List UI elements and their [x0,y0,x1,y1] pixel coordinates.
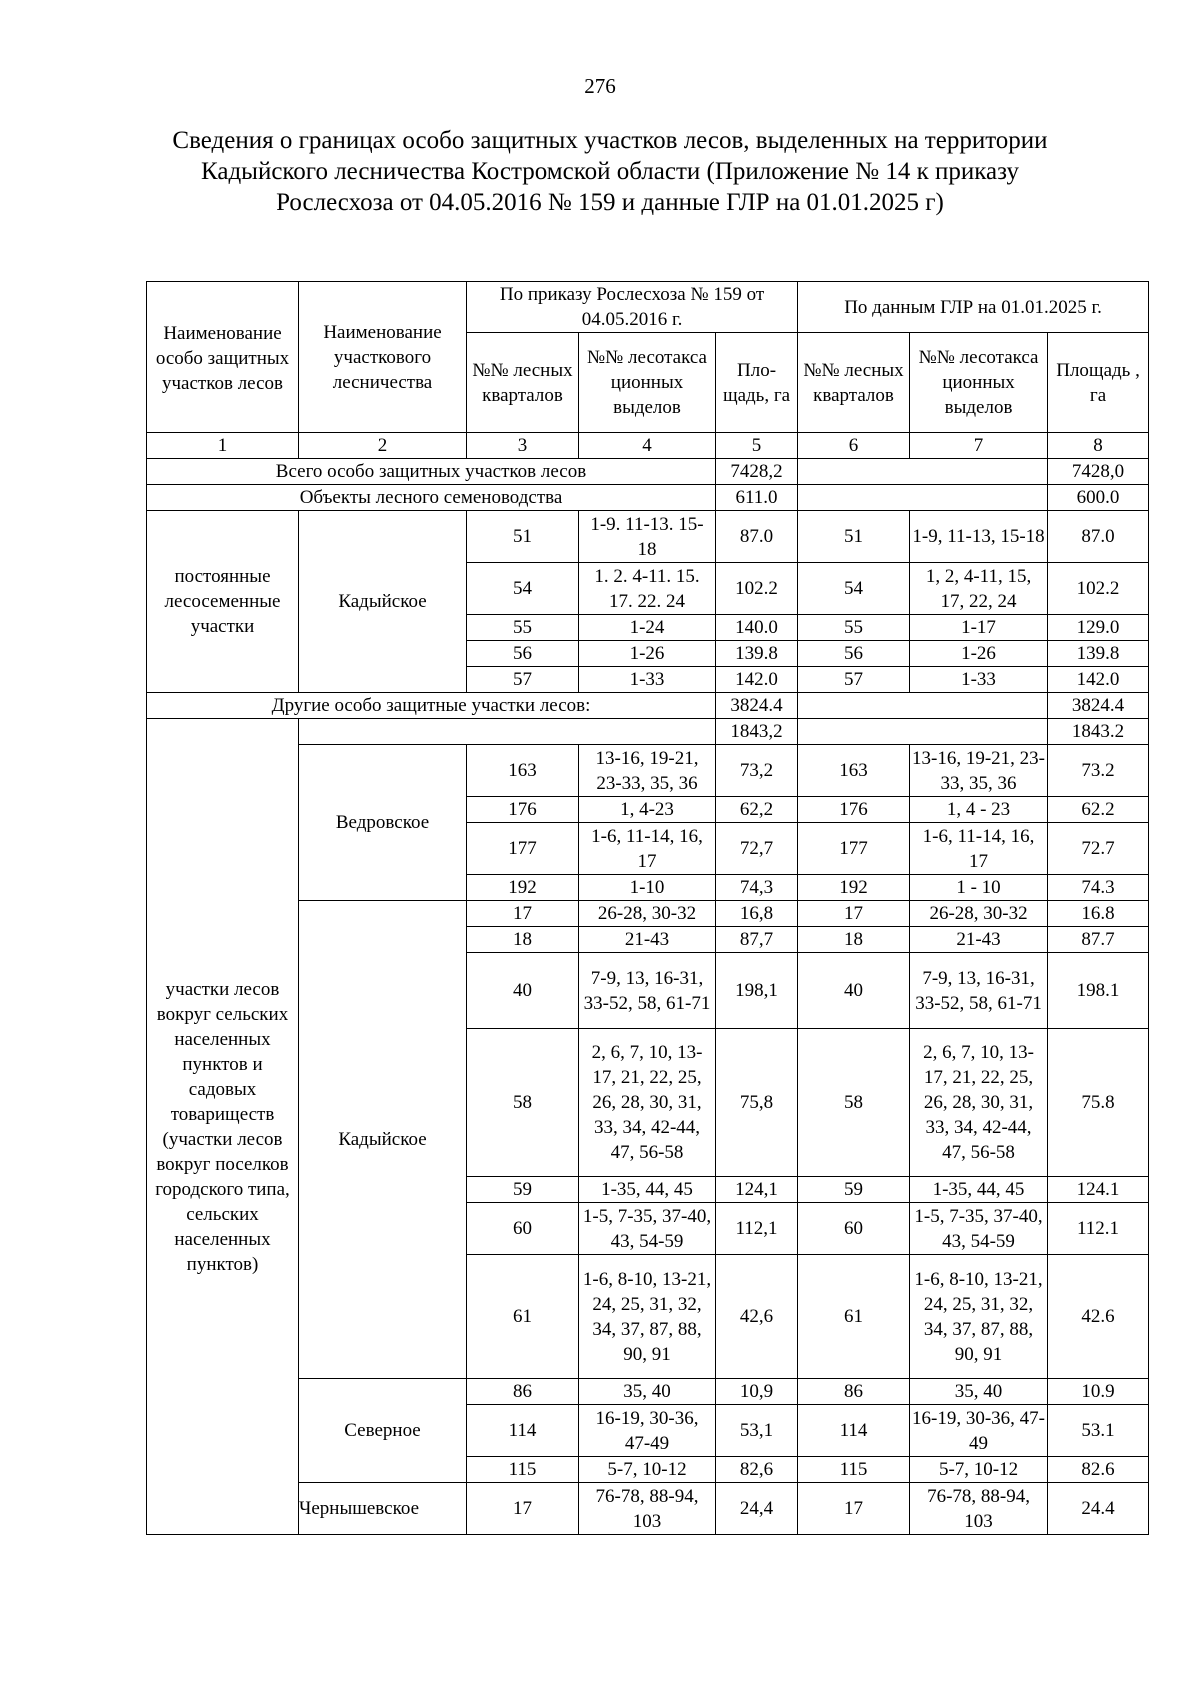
vyd-cell: 2, 6, 7, 10, 13-17, 21, 22, 25, 26, 28, 30, 31, 33, 34, 42-44, 47, 56-58 [579,1029,716,1177]
vyd-cell: 2, 6, 7, 10, 13-17, 21, 22, 25, 26, 28, 30, 31, 33, 34, 42-44, 47, 56-58 [910,1029,1048,1177]
forestry-cell: Северное [299,1379,467,1483]
vyd-cell: 1-35, 44, 45 [579,1177,716,1203]
vyd-cell: 76-78, 88-94, 103 [910,1483,1048,1535]
area-cell: 72.7 [1048,823,1149,875]
category-cell: участки лесов вокруг сельских населенных пунктов и садовых товариществ (участки лесов вокруг поселков городского типа, сельских населенных пунктов) [147,719,299,1535]
kv-cell: 56 [798,641,910,667]
vyd-cell: 13-16, 19-21, 23-33, 35, 36 [579,745,716,797]
vyd-cell: 1-9, 11-13, 15-18 [910,511,1048,563]
area-cell: 24,4 [716,1483,798,1535]
area-cell: 139.8 [1048,641,1149,667]
kv-cell: 60 [467,1203,579,1255]
header-cell: Пло- щадь, га [716,333,798,433]
subtotal-area-order: 1843,2 [716,719,798,745]
subtotal-area-glr: 1843.2 [1048,719,1149,745]
kv-cell: 17 [467,1483,579,1535]
area-cell: 102.2 [1048,563,1149,615]
vyd-cell: 1-26 [910,641,1048,667]
area-cell: 102.2 [716,563,798,615]
vyd-cell: 13-16, 19-21, 23-33, 35, 36 [910,745,1048,797]
column-number: 3 [467,433,579,459]
empty-cell [798,485,1048,511]
empty-cell [798,693,1048,719]
area-cell: 42.6 [1048,1255,1149,1379]
header-cell: Наименование особо защитных участков лесов [147,282,299,433]
empty-cell [798,719,1048,745]
forestry-cell: Чернышевское [299,1483,467,1535]
kv-cell: 114 [798,1405,910,1457]
area-cell: 73,2 [716,745,798,797]
kv-cell: 177 [467,823,579,875]
subtotal-row [147,719,1149,745]
kv-cell: 192 [467,875,579,901]
vyd-cell: 1, 4 - 23 [910,797,1048,823]
vyd-cell: 5-7, 10-12 [579,1457,716,1483]
category-cell: постоянные лесосеменные участки [147,511,299,693]
vyd-cell: 1-33 [910,667,1048,693]
kv-cell: 58 [798,1029,910,1177]
kv-cell: 176 [798,797,910,823]
area-cell: 198,1 [716,953,798,1029]
kv-cell: 61 [798,1255,910,1379]
seed-total-row [147,485,1149,511]
header-row [147,282,1149,333]
other-total-label: Другие особо защитные участки лесов: [147,693,716,719]
area-cell: 87.7 [1048,927,1149,953]
vyd-cell: 35, 40 [910,1379,1048,1405]
vyd-cell: 1-5, 7-35, 37-40, 43, 54-59 [579,1203,716,1255]
kv-cell: 115 [467,1457,579,1483]
vyd-cell: 76-78, 88-94, 103 [579,1483,716,1535]
total-area-glr: 7428,0 [1048,459,1149,485]
area-cell: 74.3 [1048,875,1149,901]
vyd-cell: 1-6, 8-10, 13-21, 24, 25, 31, 32, 34, 37, 87, 88, 90, 91 [910,1255,1048,1379]
vyd-cell: 1-5, 7-35, 37-40, 43, 54-59 [910,1203,1048,1255]
area-cell: 24.4 [1048,1483,1149,1535]
area-cell: 10,9 [716,1379,798,1405]
vyd-cell: 1-26 [579,641,716,667]
vyd-cell: 1 - 10 [910,875,1048,901]
header-cell: Площадь , га [1048,333,1149,433]
area-cell: 129.0 [1048,615,1149,641]
header-cell: №№ лесных кварталов [467,333,579,433]
kv-cell: 57 [798,667,910,693]
seed-total-label: Объекты лесного семеноводства [147,485,716,511]
kv-cell: 114 [467,1405,579,1457]
vyd-cell: 1-17 [910,615,1048,641]
vyd-cell: 7-9, 13, 16-31, 33-52, 58, 61-71 [910,953,1048,1029]
vyd-cell: 1. 2. 4-11. 15. 17. 22. 24 [579,563,716,615]
kv-cell: 57 [467,667,579,693]
column-number: 1 [147,433,299,459]
seed-area-order: 611.0 [716,485,798,511]
area-cell: 62.2 [1048,797,1149,823]
vyd-cell: 1, 4-23 [579,797,716,823]
header-cell: По приказу Рослесхоза № 159 от 04.05.2016 г. [467,282,798,333]
vyd-cell: 1-33 [579,667,716,693]
kv-cell: 18 [467,927,579,953]
column-number: 6 [798,433,910,459]
kv-cell: 58 [467,1029,579,1177]
header-cell: №№ лесных кварталов [798,333,910,433]
vyd-cell: 35, 40 [579,1379,716,1405]
area-cell: 53,1 [716,1405,798,1457]
kv-cell: 55 [798,615,910,641]
vyd-cell: 1-6, 11-14, 16, 17 [579,823,716,875]
kv-cell: 55 [467,615,579,641]
total-area-order: 7428,2 [716,459,798,485]
vyd-cell: 5-7, 10-12 [910,1457,1048,1483]
total-row [147,459,1149,485]
area-cell: 73.2 [1048,745,1149,797]
kv-cell: 51 [798,511,910,563]
header-cell: Наименование участкового лесничества [299,282,467,433]
kv-cell: 54 [467,563,579,615]
kv-cell: 40 [467,953,579,1029]
area-cell: 62,2 [716,797,798,823]
vyd-cell: 1-24 [579,615,716,641]
column-number: 4 [579,433,716,459]
empty-cell [798,459,1048,485]
table-row [147,511,1149,563]
area-cell: 140.0 [716,615,798,641]
vyd-cell: 7-9, 13, 16-31, 33-52, 58, 61-71 [579,953,716,1029]
vyd-cell: 1-6, 8-10, 13-21, 24, 25, 31, 32, 34, 37, 87, 88, 90, 91 [579,1255,716,1379]
area-cell: 198.1 [1048,953,1149,1029]
kv-cell: 17 [798,901,910,927]
other-total-row [147,693,1149,719]
kv-cell: 60 [798,1203,910,1255]
vyd-cell: 16-19, 30-36, 47-49 [910,1405,1048,1457]
area-cell: 75.8 [1048,1029,1149,1177]
kv-cell: 40 [798,953,910,1029]
area-cell: 75,8 [716,1029,798,1177]
kv-cell: 86 [798,1379,910,1405]
area-cell: 124,1 [716,1177,798,1203]
header-cell: №№ лесотакса ционных выделов [579,333,716,433]
document-title: Сведения о границах особо защитных участков лесов, выделенных на территории Кадыйского лесничества Костромской области (Приложение № 14 к приказу Рослесхоза от 04.05.2016 № 159 и данные ГЛР на 01.01.2025 г) [172,127,1048,216]
other-area-order: 3824.4 [716,693,798,719]
vyd-cell: 21-43 [579,927,716,953]
area-cell: 16.8 [1048,901,1149,927]
kv-cell: 17 [467,901,579,927]
kv-cell: 61 [467,1255,579,1379]
empty-cell [299,719,716,745]
vyd-cell: 26-28, 30-32 [910,901,1048,927]
kv-cell: 163 [467,745,579,797]
total-label: Всего особо защитных участков лесов [147,459,716,485]
area-cell: 87,7 [716,927,798,953]
area-cell: 87.0 [1048,511,1149,563]
kv-cell: 176 [467,797,579,823]
area-cell: 82,6 [716,1457,798,1483]
forestry-cell: Ведровское [299,745,467,901]
kv-cell: 115 [798,1457,910,1483]
area-cell: 72,7 [716,823,798,875]
kv-cell: 177 [798,823,910,875]
area-cell: 82.6 [1048,1457,1149,1483]
column-number: 2 [299,433,467,459]
vyd-cell: 21-43 [910,927,1048,953]
seed-area-glr: 600.0 [1048,485,1149,511]
kv-cell: 18 [798,927,910,953]
kv-cell: 86 [467,1379,579,1405]
area-cell: 142.0 [716,667,798,693]
forestry-cell: Кадыйское [299,901,467,1379]
area-cell: 10.9 [1048,1379,1149,1405]
kv-cell: 163 [798,745,910,797]
vyd-cell: 1-10 [579,875,716,901]
kv-cell: 59 [467,1177,579,1203]
area-cell: 74,3 [716,875,798,901]
area-cell: 42,6 [716,1255,798,1379]
vyd-cell: 1, 2, 4-11, 15, 17, 22, 24 [910,563,1048,615]
area-cell: 87.0 [716,511,798,563]
area-cell: 112.1 [1048,1203,1149,1255]
kv-cell: 192 [798,875,910,901]
area-cell: 16,8 [716,901,798,927]
vyd-cell: 1-6, 11-14, 16, 17 [910,823,1048,875]
area-cell: 142.0 [1048,667,1149,693]
column-number: 7 [910,433,1048,459]
kv-cell: 56 [467,641,579,667]
area-cell: 112,1 [716,1203,798,1255]
vyd-cell: 26-28, 30-32 [579,901,716,927]
column-number: 8 [1048,433,1149,459]
vyd-cell: 1-35, 44, 45 [910,1177,1048,1203]
column-number: 5 [716,433,798,459]
other-area-glr: 3824.4 [1048,693,1149,719]
forestry-cell: Кадыйское [299,511,467,693]
page-number: 276 [584,74,616,98]
kv-cell: 59 [798,1177,910,1203]
area-cell: 124.1 [1048,1177,1149,1203]
kv-cell: 51 [467,511,579,563]
kv-cell: 17 [798,1483,910,1535]
area-cell: 139.8 [716,641,798,667]
vyd-cell: 1-9. 11-13. 15-18 [579,511,716,563]
area-cell: 53.1 [1048,1405,1149,1457]
forest-plots-table [146,281,1149,1535]
vyd-cell: 16-19, 30-36, 47-49 [579,1405,716,1457]
header-cell: По данным ГЛР на 01.01.2025 г. [798,282,1149,333]
kv-cell: 54 [798,563,910,615]
column-number-row [147,433,1149,459]
header-cell: №№ лесотакса ционных выделов [910,333,1048,433]
